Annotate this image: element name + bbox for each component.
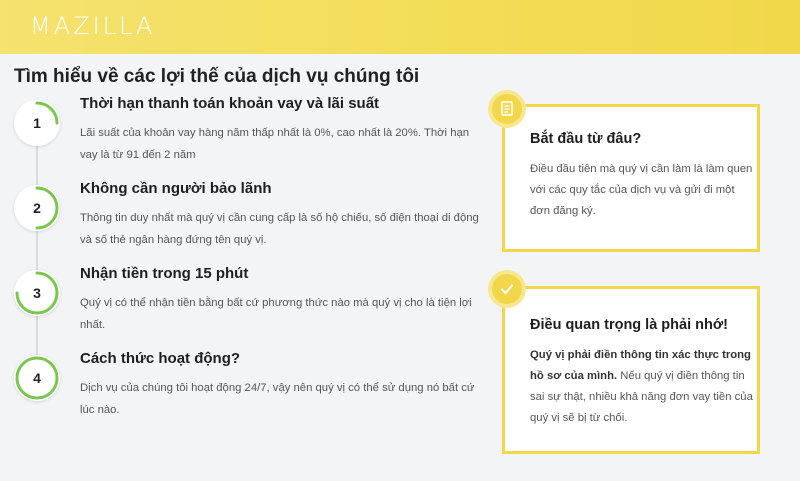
step-2 — [14, 180, 484, 246]
card-text: Điều đầu tiên mà quý vị cần làm là làm quen với các quy tắc của dịch vụ và gửi đi một đơn đăng ký. — [530, 163, 753, 217]
check-icon — [492, 274, 522, 304]
step-description: Lãi suất của khoản vay hàng năm thấp nhất là 0%, cao nhất là 20%. Thời hạn vay là từ 91 đến 2 năm — [80, 127, 470, 161]
info-card-important — [502, 286, 760, 454]
step-number: 4 — [33, 370, 41, 386]
step-4 — [14, 350, 484, 416]
step-title: Cách thức hoạt động? — [80, 350, 241, 367]
header-bar — [0, 0, 800, 54]
step-number-badge — [14, 185, 60, 231]
step-number-badge — [14, 355, 60, 401]
step-1 — [14, 95, 484, 161]
step-title: Nhận tiền trong 15 phút — [80, 265, 249, 282]
document-icon — [492, 94, 522, 124]
info-card-start — [502, 104, 760, 252]
step-number: 1 — [33, 115, 41, 131]
card-text-bold: Quý vị phải điền thông tin xác thực trong hồ sơ của mình. — [530, 349, 751, 382]
step-number-badge — [14, 270, 60, 316]
card-title: Bắt đầu từ đâu? — [530, 131, 642, 147]
card-text-rest: Nếu quý vị điền thông tin sai sự thật, nhiều khả năng đơn vay tiền của quý vị sẽ bị từ chối. — [530, 370, 753, 424]
step-title: Thời hạn thanh toán khoản vay và lãi suất — [80, 95, 380, 112]
step-3 — [14, 265, 484, 331]
step-number-badge — [14, 100, 60, 146]
card-text — [530, 345, 755, 429]
step-description: Thông tin duy nhất mà quý vị cần cung cấp là số hộ chiếu, số điện thoại di động và số thẻ ngân hàng đứng tên quý vị. — [80, 212, 479, 246]
step-number: 2 — [33, 200, 41, 216]
step-number: 3 — [33, 285, 41, 301]
mazilla-logo[interactable]: MAZILLA — [30, 12, 156, 40]
timeline-line — [36, 125, 38, 385]
step-description: Quý vị có thể nhận tiền bằng bất cứ phương thức nào mà quý vị cho là tiện lợi nhất. — [80, 297, 472, 331]
step-title: Không cần người bảo lãnh — [80, 180, 272, 197]
step-description: Dịch vụ của chúng tôi hoạt động 24/7, vậy nên quý vị có thể sử dụng nó bất cứ lúc nào. — [80, 382, 475, 416]
page-title: Tìm hiểu về các lợi thế của dịch vụ chúng tôi — [14, 66, 420, 87]
card-title: Điều quan trọng là phải nhớ! — [530, 317, 728, 333]
